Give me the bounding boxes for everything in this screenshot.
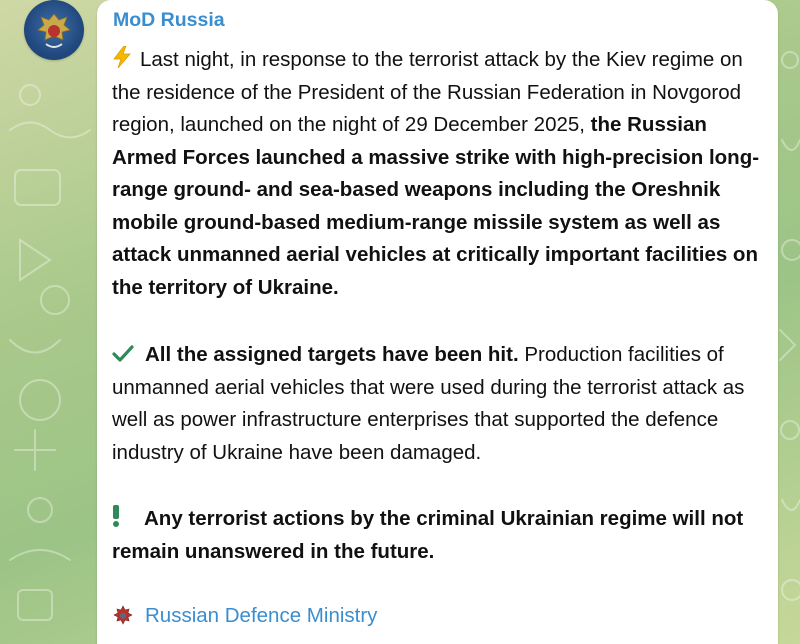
message-paragraph-3 — [112, 503, 768, 568]
paragraph-2-bold-text: All the assigned targets have been hit. — [145, 343, 519, 366]
paragraph-1-regular-text: Last night, in response to the terrorist attack by the Kiev regime on the residence of the President of the Russian Federation in Novgorod region, launched on the night of 29 December 2025, — [112, 48, 743, 136]
exclamation-icon — [112, 505, 134, 527]
message-bubble — [97, 0, 778, 644]
ministry-emblem-icon — [111, 604, 135, 628]
message-paragraph-2 — [112, 339, 768, 469]
paragraph-1-bold-text: the Russian Armed Forces launched a massive strike with high-precision long-range ground- and sea-based weapons including the Oreshnik mobile ground-based medium-range missile system as well as attack unmanned aerial vehicles at critically important facilities on the territory of Ukraine. — [112, 113, 760, 299]
sender-name[interactable]: MoD Russia — [113, 9, 225, 31]
paragraph-2-regular-text: Production facilities of unmanned aerial vehicles that were used during the terrorist attack as well as power infrastructure enterprises that supported the defence industry of Ukraine have been damaged. — [112, 343, 745, 464]
message-paragraph-1 — [112, 44, 768, 304]
check-mark-icon — [112, 345, 140, 363]
paragraph-3-bold-text: Any terrorist actions by the criminal Ukrainian regime will not remain unanswered in the future. — [112, 507, 744, 563]
high-voltage-icon — [112, 46, 134, 68]
message-footer — [111, 604, 377, 628]
ministry-emblem-icon — [24, 0, 84, 60]
channel-avatar[interactable] — [24, 0, 84, 60]
ministry-link[interactable]: Russian Defence Ministry — [145, 604, 378, 627]
